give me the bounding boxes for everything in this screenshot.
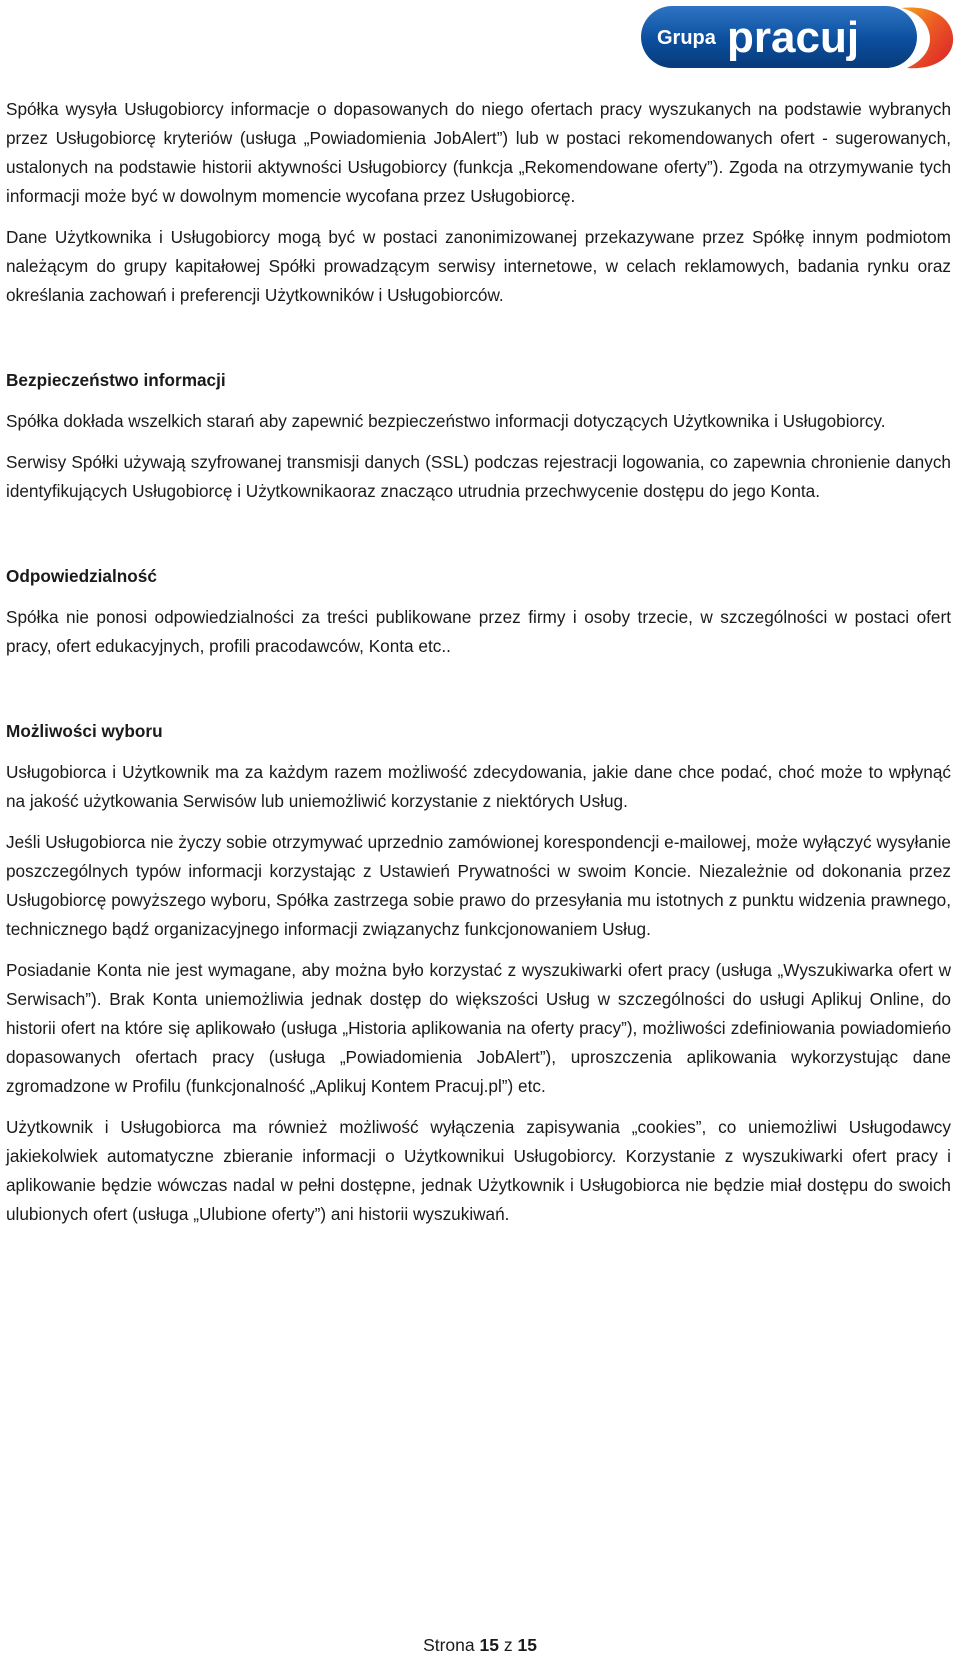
heading-choice: Możliwości wyboru	[6, 721, 163, 741]
footer-current-page: 15	[479, 1635, 499, 1655]
footer-of-word: z	[503, 1635, 513, 1655]
footer-page-word: Strona	[423, 1635, 475, 1655]
paragraph-jobalert: Spółka wysyła Usługobiorcy informacje o dopasowanych do niego ofertach pracy wyszukanych na podstawie wybranych przez Usługobiorcę kryteriów (usługa „Powiadomienia JobAlert”) lub w postaci rekomendowanych ofert - sugerowanych, ustalonych na podstawie historii aktywności Usługobiorcy (funkcja „Rekomendowane oferty”). Zgoda na otrzymywanie tych informacji może być w dowolnym momencie wycofana przez Usługobiorcę.	[6, 99, 951, 206]
heading-liability: Odpowiedzialność	[6, 566, 157, 586]
paragraph-anonymized-data: Dane Użytkownika i Usługobiorcy mogą być w postaci zanonimizowanej przekazywane przez Spółkę innym podmiotom należącym do grupy kapitałowej Spółki prowadzącym serwisy internetowe, w celach reklamowych, badania rynku oraz określania zachowań i preferencji Użytkowników i Usługobiorców.	[6, 227, 951, 305]
liability-paragraph-1: Spółka nie ponosi odpowiedzialności za treści publikowane przez firmy i osoby trzecie, w szczególności w postaci ofert pracy, ofert edukacyjnych, profili pracodawców, Konta etc..	[6, 607, 951, 656]
choice-paragraph-4: Użytkownik i Usługobiorca ma również możliwość wyłączenia zapisywania „cookies”, co uniemożliwi Usługodawcy jakiekolwiek automatyczne zbieranie informacji o Użytkownikui Usługobiorcy. Korzystanie z wyszukiwarki ofert pracy i aplikowanie będzie wówczas nadal w pełni dostępne, jednak Użytkownik i Usługobiorca nie będzie miał dostępu do swoich ulubionych ofert (usługa „Ulubione oferty”) ani historii wyszukiwań.	[6, 1117, 951, 1224]
page-footer	[0, 1634, 960, 1656]
logo-text-grupa: Grupa	[657, 27, 716, 49]
choice-paragraph-2: Jeśli Usługobiorca nie życzy sobie otrzymywać uprzednio zamówionej korespondencji e-mailowej, może wyłączyć wysyłanie poszczególnych typów informacji korzystając z Ustawień Prywatności w swoim Koncie. Niezależnie od dokonania przez Usługobiorcę powyższego wyboru, Spółka zastrzega sobie prawo do przesyłania mu istotnych z punktu widzenia prawnego, technicznego bądź organizacyjnego informacji związanychz funkcjonowaniem Usług.	[6, 832, 951, 939]
logo-text-pracuj: pracuj	[727, 13, 860, 62]
security-paragraph-1: Spółka dokłada wszelkich starań aby zapewnić bezpieczeństwo informacji dotyczących Użytkownika i Usługobiorcy.	[6, 411, 886, 431]
footer-total-pages: 15	[517, 1635, 537, 1655]
document-body	[6, 95, 951, 1229]
choice-paragraph-1: Usługobiorca i Użytkownik ma za każdym razem możliwość zdecydowania, jakie dane chce podać, choć może to wpłynąć na jakość użytkowania Serwisów lub uniemożliwić korzystanie z niektórych Usług.	[6, 762, 951, 811]
heading-security: Bezpieczeństwo informacji	[6, 370, 226, 390]
grupa-pracuj-logo	[639, 2, 955, 72]
choice-paragraph-3: Posiadanie Konta nie jest wymagane, aby można było korzystać z wyszukiwarki ofert pracy (usługa „Wyszukiwarka ofert w Serwisach”). Brak Konta uniemożliwia jednak dostęp do większości Usług w szczególności do usługi Aplikuj Online, do historii ofert na które się aplikowało (usługa „Historia aplikowania na oferty pracy”), możliwości zdefiniowania powiadomieńo dopasowanych ofertach pracy (usługa „Powiadomienia JobAlert”), uproszczenia aplikowania wykorzystując dane zgromadzone w Profilu (funkcjonalność „Aplikuj Kontem Pracuj.pl”) etc.	[6, 960, 951, 1096]
security-paragraph-2: Serwisy Spółki używają szyfrowanej transmisji danych (SSL) podczas rejestracji logowania, co zapewnia chronienie danych identyfikujących Usługobiorcę i Użytkownikaoraz znacząco utrudnia przechwycenie dostępu do jego Konta.	[6, 452, 951, 501]
